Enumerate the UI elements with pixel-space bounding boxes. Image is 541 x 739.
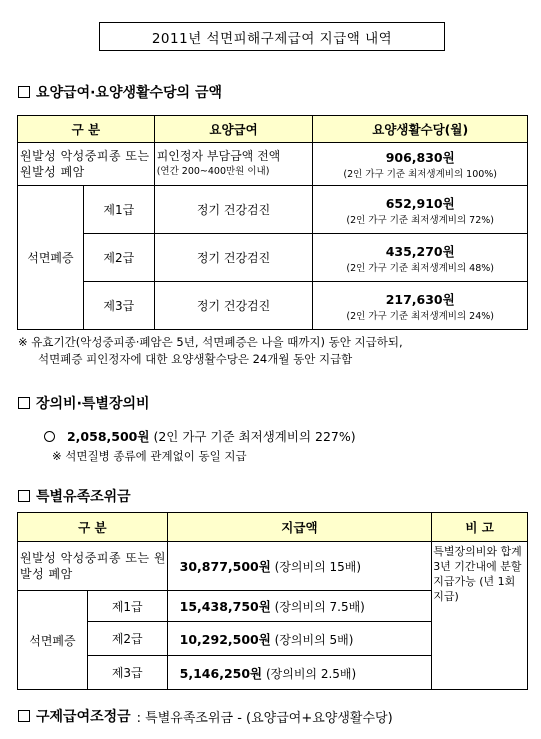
grade-care: 정기 건강검진 [154, 234, 313, 282]
grade-allowance-note: (2인 가구 기준 최저생계비의 72%) [346, 214, 494, 226]
grade-amount-desc: (장의비의 2.5배) [265, 666, 357, 681]
checkbox-icon [18, 86, 30, 98]
grade-label: 제3급 [87, 656, 167, 690]
section-care-benefit [18, 82, 222, 102]
grade-allowance [313, 282, 528, 330]
section-funeral [18, 393, 150, 413]
allowance-amount: 906,830원 [385, 150, 455, 165]
section-heading: 요양급여·요양생활수당의 금액 [36, 85, 223, 101]
section-adjustment [18, 706, 393, 726]
funeral-note: ※ 석면질병 종류에 관계없이 동일 지급 [52, 449, 247, 463]
care-benefit-table [17, 115, 528, 330]
care-cell-primary [154, 143, 313, 186]
grade-amount: 15,438,750원 [179, 599, 271, 614]
grade-label: 제2급 [87, 622, 167, 656]
section-heading: 장의비·특별장의비 [36, 396, 150, 412]
row-label-primary: 원발성 악성중피종 또는 원발성 폐암 [18, 542, 168, 591]
section-bereaved [18, 486, 131, 506]
asbestosis-label: 석면폐증 [18, 591, 88, 690]
validity-note-1: ※ 유효기간(악성중피종·폐암은 5년, 석면폐증은 나을 때까지) 동안 지급하되, [18, 335, 403, 349]
header-category: 구 분 [18, 513, 168, 542]
grade-allowance-note: (2인 가구 기준 최저생계비의 48%) [346, 262, 494, 274]
allowance-note: (2인 가구 기준 최저생계비의 100%) [343, 169, 498, 180]
grade-amount-cell [167, 591, 432, 622]
grade-label: 제1급 [83, 186, 154, 234]
checkbox-icon [18, 710, 30, 722]
grade-amount-cell [167, 656, 432, 690]
care-sub: (연간 200~400만원 이내) [156, 166, 270, 177]
grade-allowance [313, 186, 528, 234]
checkbox-icon [18, 490, 30, 502]
grade-amount: 10,292,500원 [179, 631, 271, 647]
grade-care: 정기 건강검진 [154, 282, 313, 330]
checkbox-icon [18, 397, 30, 409]
section-heading: 구제급여조정금 [36, 709, 131, 725]
header-allowance: 요양생활수당(월) [313, 116, 528, 143]
header-amount: 지급액 [167, 513, 432, 542]
header-category: 구 분 [18, 116, 155, 143]
document-title: 2011년 석면피해구제급여 지급액 내역 [99, 22, 445, 51]
grade-allowance-amount: 652,910원 [385, 195, 455, 211]
bereaved-amount: 30,877,500원 [179, 559, 271, 574]
row-label-primary: 원발성 악성중피종 또는 원발성 폐암 [18, 143, 155, 186]
grade-care: 정기 건강검진 [154, 186, 313, 234]
amount-cell-primary [167, 542, 432, 591]
allowance-cell-primary [313, 143, 528, 186]
header-remark: 비 고 [432, 513, 528, 542]
funeral-amount-desc: (2인 가구 기준 최저생계비의 227%) [153, 429, 356, 444]
grade-amount-desc: (장의비의 7.5배) [274, 600, 365, 614]
remark-cell: 특별장의비와 합계 3년 기간내에 분할 지급가능 (년 1회 지급) [432, 542, 528, 690]
grade-label: 제3급 [83, 282, 154, 330]
grade-amount-desc: (장의비의 5배) [274, 632, 354, 647]
grade-allowance-amount: 217,630원 [385, 291, 455, 307]
bereaved-table [17, 512, 528, 690]
grade-label: 제1급 [87, 591, 167, 622]
grade-amount: 5,146,250원 [179, 665, 263, 681]
asbestosis-label: 석면폐증 [18, 186, 84, 330]
grade-allowance-amount: 435,270원 [385, 243, 455, 259]
grade-allowance-note: (2인 가구 기준 최저생계비의 24%) [346, 310, 494, 322]
section-heading: 특별유족조위금 [36, 489, 131, 505]
grade-label: 제2급 [83, 234, 154, 282]
circle-bullet-icon [44, 431, 55, 442]
bereaved-amount-desc: (장의비의 15배) [274, 560, 362, 574]
adjustment-formula: : 특별유족조위금 - (요양급여+요양생활수당) [136, 710, 393, 726]
grade-amount-cell [167, 622, 432, 656]
funeral-amount-line [44, 427, 356, 445]
grade-allowance [313, 234, 528, 282]
validity-note-2: 석면폐증 피인정자에 대한 요양생활수당은 24개월 동안 지급함 [38, 352, 353, 366]
care-main: 피인정자 부담금액 전액 [156, 149, 281, 163]
header-care: 요양급여 [154, 116, 313, 143]
funeral-amount: 2,058,500원 [66, 429, 150, 444]
